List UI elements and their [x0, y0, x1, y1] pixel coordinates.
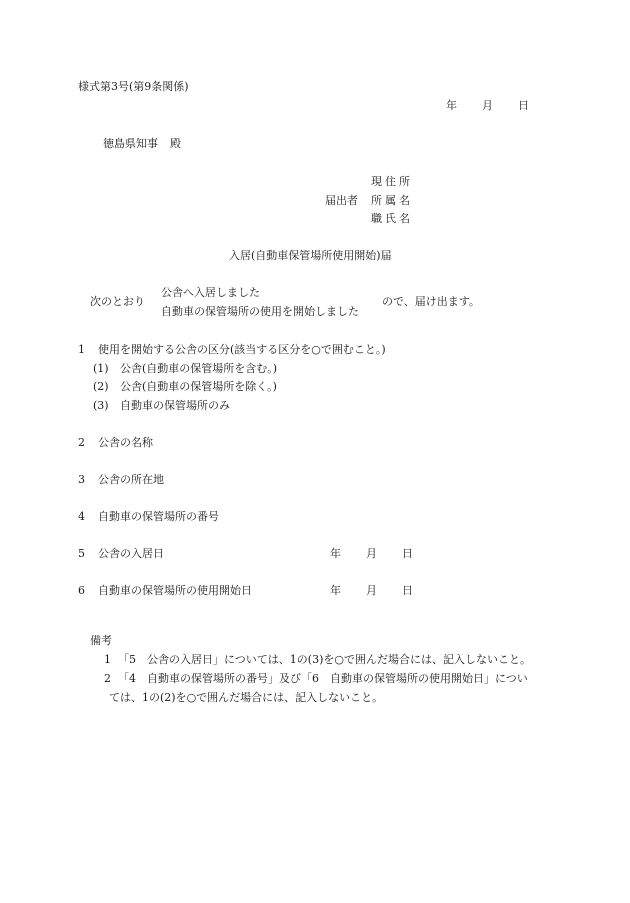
move-in-date [330, 548, 413, 559]
month-label: 月 [482, 99, 493, 112]
section-2 [78, 437, 153, 448]
applicant-label: 届出者 [325, 194, 358, 207]
section-label: 公舎の名称 [98, 436, 153, 449]
option-label: 公舎(自動車の保管場所を含む。) [120, 362, 278, 375]
option-number: (3) [93, 399, 109, 412]
year-label: 年 [330, 584, 341, 597]
year-label: 年 [446, 99, 457, 112]
day-label: 日 [402, 547, 413, 560]
section-label: 公舎の入居日 [98, 547, 164, 560]
section-number: 1 [78, 343, 85, 356]
applicant-affiliation-field: 所属名 [371, 194, 413, 207]
section-6 [78, 585, 252, 596]
section-4 [78, 511, 219, 522]
section-label: 公舎の所在地 [98, 473, 164, 486]
remarks-title: 備考 [90, 634, 112, 647]
section-number: 2 [78, 436, 85, 449]
remark-text: 「4 自動車の保管場所の番号」及び「6 自動車の保管場所の使用開始日」につい [118, 672, 528, 685]
submission-date [446, 100, 529, 111]
form-number: 様式第3号(第9条関係) [78, 80, 189, 93]
section-number: 4 [78, 510, 85, 523]
option-label: 公舎(自動車の保管場所を除く。) [120, 380, 277, 393]
remark-number: 1 [104, 653, 111, 666]
section-1-option-2 [93, 381, 277, 392]
document-title: 入居(自動車保管場所使用開始)届 [229, 249, 392, 262]
option-number: (2) [93, 380, 109, 393]
section-label: 自動車の保管場所の使用開始日 [98, 584, 252, 597]
body-option-parking-start: 自動車の保管場所の使用を開始しました [161, 305, 359, 318]
body-option-move-in: 公舎へ入居しました [161, 286, 260, 299]
month-label: 月 [366, 547, 377, 560]
section-1-option-1 [93, 363, 277, 374]
option-label: 自動車の保管場所のみ [120, 399, 230, 412]
section-label: 使用を開始する公舎の区分(該当する区分を○で囲むこと。) [98, 343, 386, 356]
section-3 [78, 474, 164, 485]
addressee [103, 138, 181, 149]
section-number: 6 [78, 584, 85, 597]
remark-2-continuation: ては、1の(2)を○で囲んだ場合には、記入しないこと。 [109, 691, 384, 704]
body-lead: 次のとおり [90, 295, 145, 308]
addressee-name: 徳島県知事 [103, 137, 158, 150]
remark-text: 「5 公舎の入居日」については、1の(3)を○で囲んだ場合には、記入しないこと。 [118, 653, 531, 666]
day-label: 日 [402, 584, 413, 597]
section-label: 自動車の保管場所の番号 [98, 510, 219, 523]
section-1 [78, 344, 386, 355]
addressee-honorific: 殿 [170, 137, 181, 150]
month-label: 月 [366, 584, 377, 597]
remark-2 [104, 673, 528, 684]
section-number: 5 [78, 547, 85, 560]
remark-1 [104, 654, 531, 665]
section-5 [78, 548, 164, 559]
body-tail: ので、届け出ます。 [382, 295, 480, 308]
option-number: (1) [93, 362, 109, 375]
parking-start-date [330, 585, 413, 596]
section-1-option-3 [93, 400, 230, 411]
applicant-address-field: 現住所 [371, 175, 413, 188]
remark-number: 2 [104, 672, 111, 685]
day-label: 日 [518, 99, 529, 112]
section-number: 3 [78, 473, 85, 486]
applicant-name-field: 職氏名 [371, 212, 413, 225]
year-label: 年 [330, 547, 341, 560]
